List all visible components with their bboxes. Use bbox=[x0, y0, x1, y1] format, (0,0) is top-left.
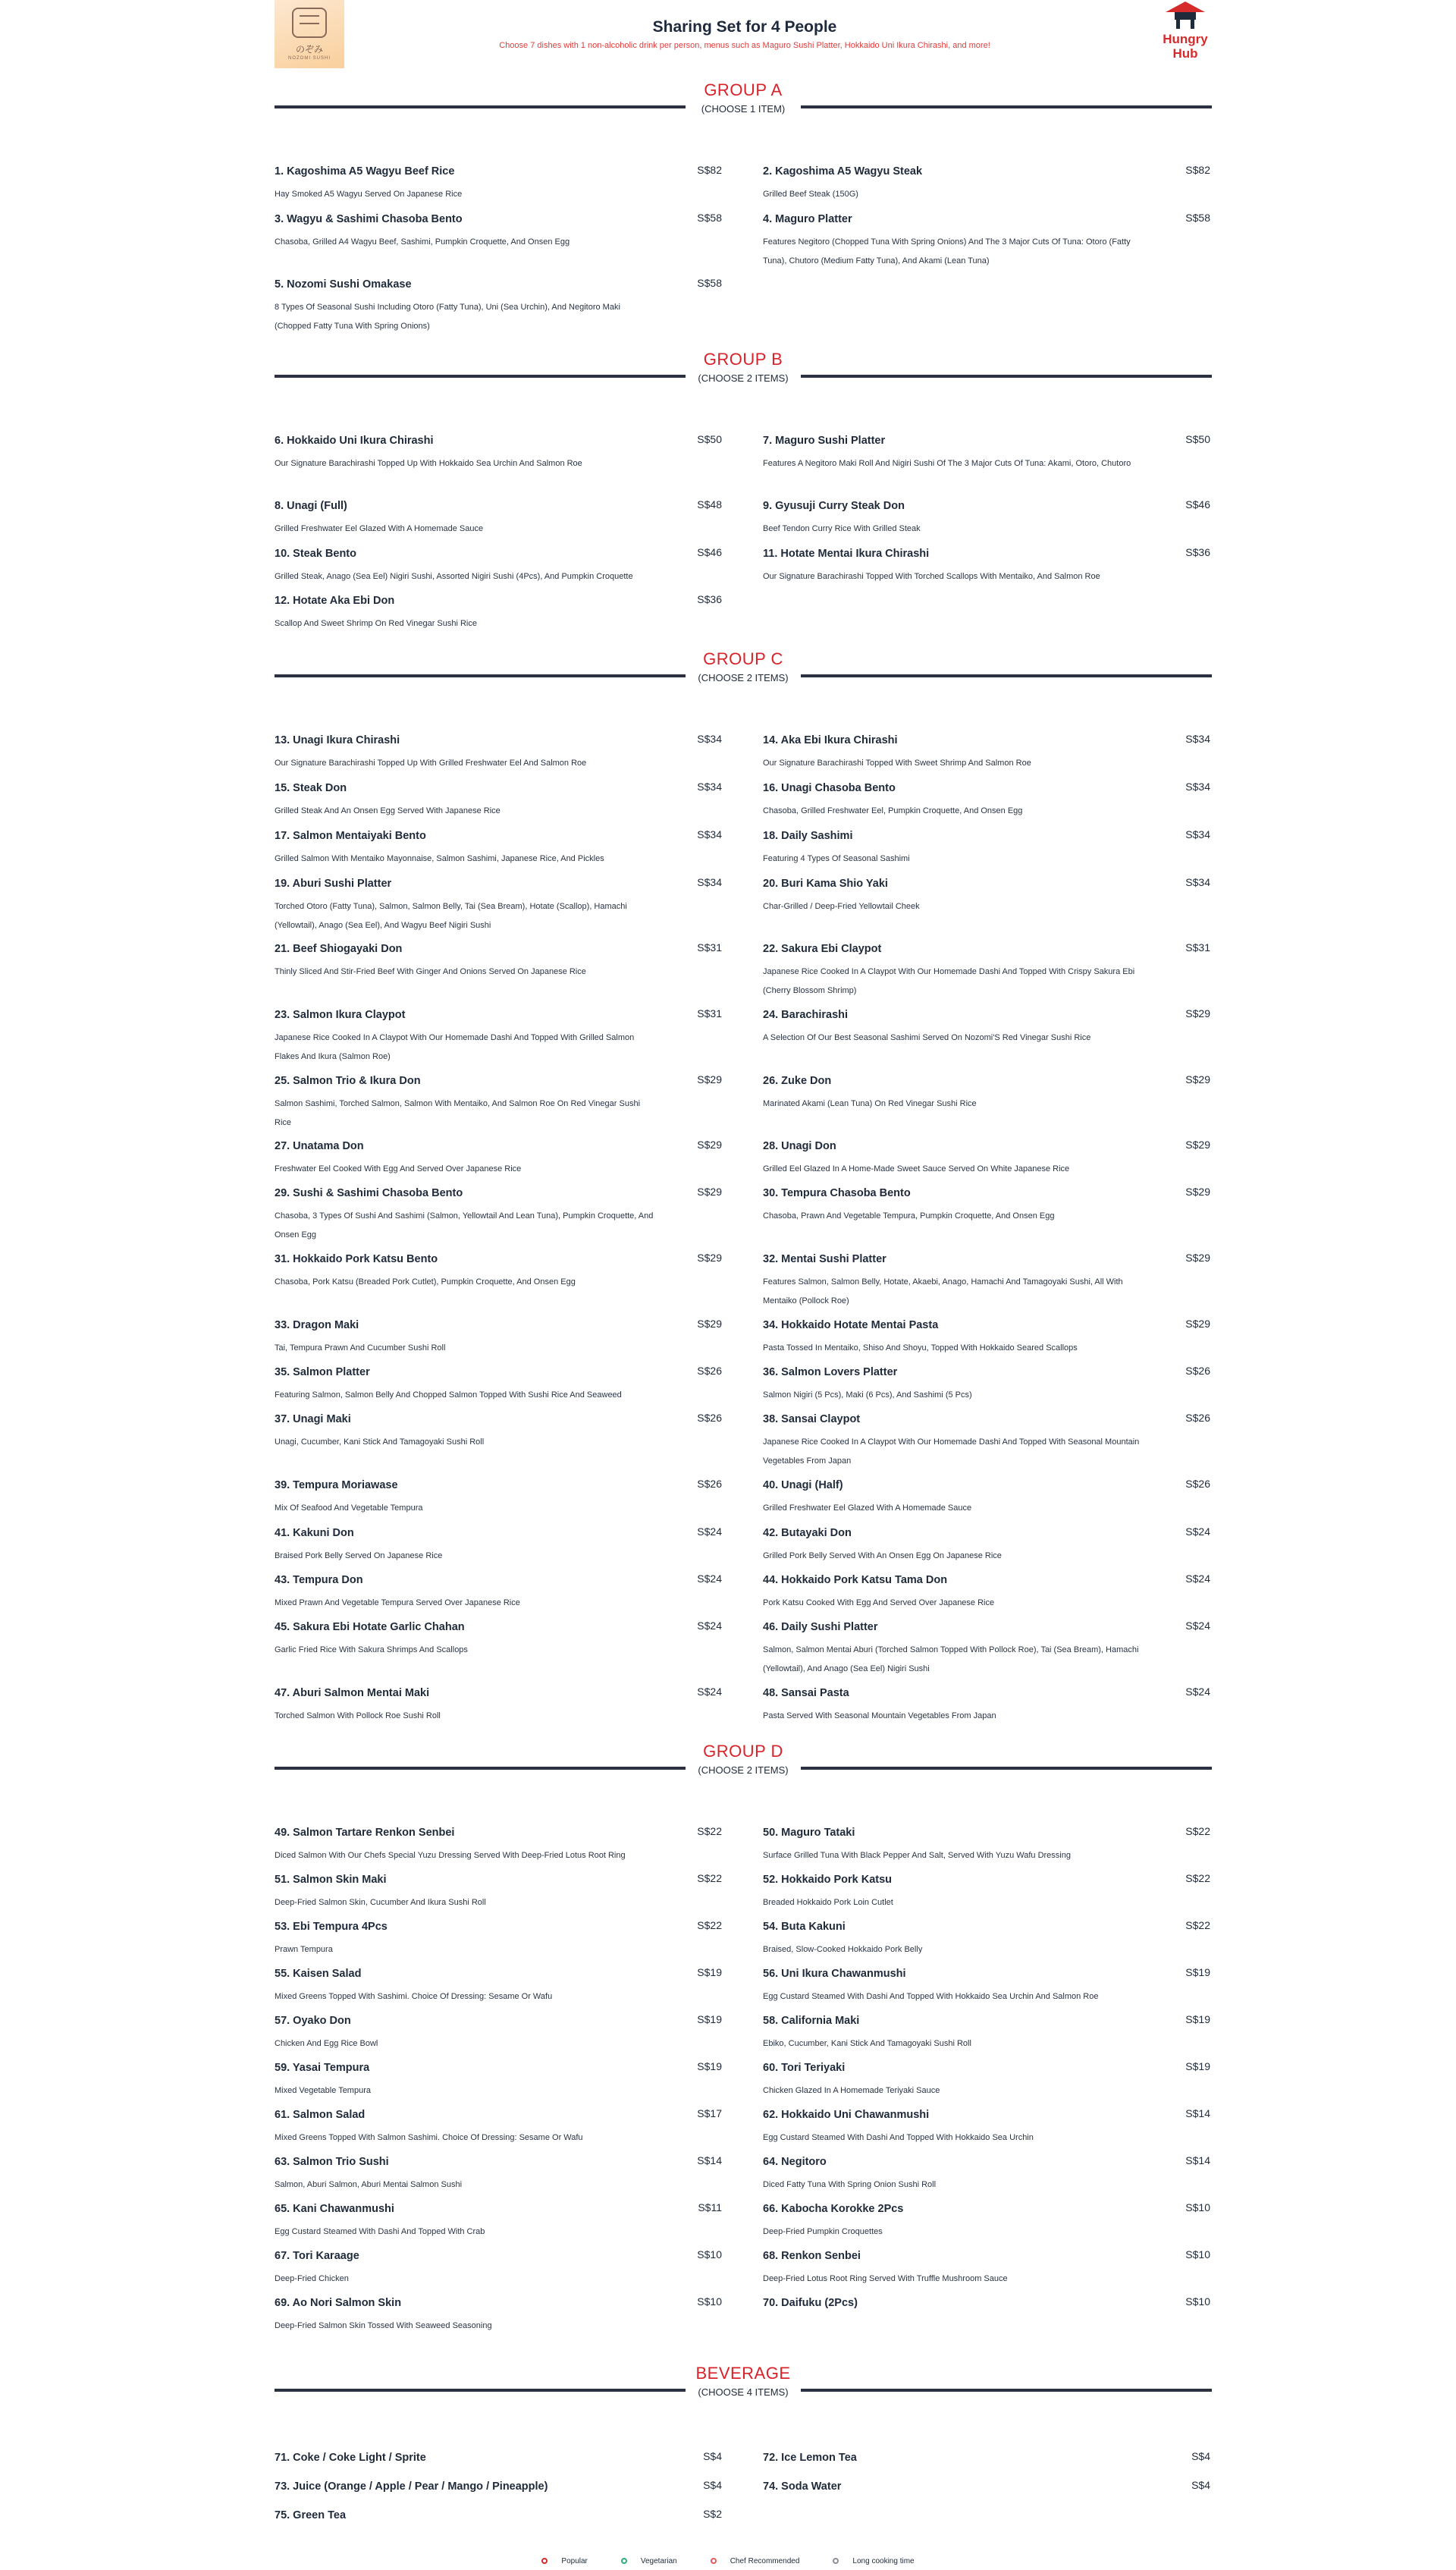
item-description: Salmon, Aburi Salmon, Aburi Mentai Salmon Sushi bbox=[275, 2180, 463, 2189]
item-price: S$29 bbox=[1185, 1007, 1210, 1020]
item-price: S$10 bbox=[1185, 2295, 1210, 2308]
item-price: S$19 bbox=[1185, 2060, 1210, 2072]
item-price: S$2 bbox=[703, 2508, 722, 2520]
item-price: S$10 bbox=[697, 2248, 722, 2261]
item-price: S$29 bbox=[1185, 1139, 1210, 1151]
item-description: Deep-Fried Salmon Skin Tossed With Seaweed Seasoning bbox=[275, 2321, 492, 2330]
item-price: S$82 bbox=[1185, 164, 1210, 176]
item-price: S$31 bbox=[697, 1007, 722, 1020]
item-price: S$34 bbox=[697, 876, 722, 888]
item-price: S$26 bbox=[1185, 1412, 1210, 1424]
item-name: 53. Ebi Tempura 4Pcs bbox=[275, 1921, 388, 1933]
item-price: S$34 bbox=[1185, 781, 1210, 793]
legend-popular: Popular bbox=[541, 2557, 587, 2565]
item-description: Pasta Served With Seasonal Mountain Vegetables From Japan bbox=[763, 1711, 996, 1720]
item-price: S$48 bbox=[697, 498, 722, 511]
item-description: Features Negitoro (Chopped Tuna With Spring Onions) And The 3 Major Cuts Of Tuna: Otoro (Fatty Tuna), Chutoro (Medium Fatty Tuna), And Akami (Lean Tuna) bbox=[763, 237, 1131, 265]
item-description: 8 Types Of Seasonal Sushi Including Otoro (Fatty Tuna), Uni (Sea Urchin), And Negitoro Maki (Chopped Fatty Tuna With Spring Onions) bbox=[275, 303, 620, 331]
item-name: 35. Salmon Platter bbox=[275, 1366, 370, 1378]
item-name: 14. Aka Ebi Ikura Chirashi bbox=[763, 734, 898, 746]
item-description: Freshwater Eel Cooked With Egg And Served Over Japanese Rice bbox=[275, 1164, 522, 1173]
group-a-header bbox=[275, 80, 1212, 126]
item-price: S$19 bbox=[697, 2013, 722, 2025]
item-price: S$58 bbox=[697, 277, 722, 289]
item-price: S$34 bbox=[697, 733, 722, 745]
legend-chef: Chef Recommended bbox=[711, 2557, 800, 2565]
item-name: 46. Daily Sushi Platter bbox=[763, 1621, 878, 1633]
item-price: S$4 bbox=[703, 2450, 722, 2462]
item-name: 23. Salmon Ikura Claypot bbox=[275, 1009, 406, 1021]
item-name: 15. Steak Don bbox=[275, 782, 347, 794]
item-price: S$26 bbox=[1185, 1478, 1210, 1490]
item-description: Surface Grilled Tuna With Black Pepper And Salt, Served With Yuzu Wafu Dressing bbox=[763, 1851, 1071, 1860]
item-price: S$58 bbox=[697, 212, 722, 224]
item-name: 31. Hokkaido Pork Katsu Bento bbox=[275, 1253, 438, 1265]
item-name: 70. Daifuku (2Pcs) bbox=[763, 2297, 858, 2309]
item-name: 16. Unagi Chasoba Bento bbox=[763, 782, 896, 794]
item-name: 18. Daily Sashimi bbox=[763, 830, 853, 842]
item-description: Chasoba, Prawn And Vegetable Tempura, Pumpkin Croquette, And Onsen Egg bbox=[763, 1211, 1055, 1221]
item-name: 11. Hotate Mentai Ikura Chirashi bbox=[763, 548, 930, 560]
item-description: Diced Fatty Tuna With Spring Onion Sushi Roll bbox=[763, 2180, 937, 2189]
group-choose-label: (CHOOSE 2 ITEMS) bbox=[698, 372, 789, 384]
item-price: S$24 bbox=[697, 1620, 722, 1632]
item-price: S$10 bbox=[1185, 2201, 1210, 2213]
item-description: Char-Grilled / Deep-Fried Yellowtail Cheek bbox=[763, 902, 920, 911]
item-name: 7. Maguro Sushi Platter bbox=[763, 435, 886, 447]
item-description: Our Signature Barachirashi Topped With Sweet Shrimp And Salmon Roe bbox=[763, 759, 1031, 768]
item-name: 58. California Maki bbox=[763, 2015, 860, 2027]
item-name: 54. Buta Kakuni bbox=[763, 1921, 846, 1933]
item-price: S$26 bbox=[697, 1478, 722, 1490]
item-price: S$29 bbox=[1185, 1252, 1210, 1264]
item-description: Grilled Freshwater Eel Glazed With A Homemade Sauce bbox=[763, 1503, 972, 1513]
item-description: Braised, Slow-Cooked Hokkaido Pork Belly bbox=[763, 1945, 923, 1954]
item-description: Chicken And Egg Rice Bowl bbox=[275, 2039, 378, 2048]
item-price: S$50 bbox=[697, 433, 722, 445]
group-choose-label: (CHOOSE 2 ITEMS) bbox=[698, 672, 789, 683]
item-name: 29. Sushi & Sashimi Chasoba Bento bbox=[275, 1187, 463, 1199]
item-description: Braised Pork Belly Served On Japanese Rice bbox=[275, 1551, 443, 1560]
item-price: S$46 bbox=[1185, 498, 1210, 511]
item-name: 75. Green Tea bbox=[275, 2509, 347, 2521]
item-price: S$26 bbox=[697, 1365, 722, 1377]
item-name: 47. Aburi Salmon Mentai Maki bbox=[275, 1687, 430, 1699]
item-name: 63. Salmon Trio Sushi bbox=[275, 2156, 389, 2168]
item-price: S$19 bbox=[697, 2060, 722, 2072]
item-name: 9. Gyusuji Curry Steak Don bbox=[763, 500, 905, 512]
item-name: 36. Salmon Lovers Platter bbox=[763, 1366, 898, 1378]
item-name: 50. Maguro Tataki bbox=[763, 1827, 855, 1839]
item-name: 6. Hokkaido Uni Ikura Chirashi bbox=[275, 435, 434, 447]
item-name: 27. Unatama Don bbox=[275, 1140, 364, 1152]
item-name: 74. Soda Water bbox=[763, 2480, 842, 2493]
item-description: Tai, Tempura Prawn And Cucumber Sushi Roll bbox=[275, 1343, 446, 1353]
item-description: Marinated Akami (Lean Tuna) On Red Vinegar Sushi Rice bbox=[763, 1099, 977, 1108]
item-name: 51. Salmon Skin Maki bbox=[275, 1874, 387, 1886]
item-description: Grilled Freshwater Eel Glazed With A Homemade Sauce bbox=[275, 524, 484, 533]
item-description: Deep-Fried Salmon Skin, Cucumber And Ikura Sushi Roll bbox=[275, 1898, 486, 1907]
item-description: A Selection Of Our Best Seasonal Sashimi Served On Nozomi'S Red Vinegar Sushi Rice bbox=[763, 1033, 1091, 1042]
item-price: S$36 bbox=[697, 593, 722, 605]
item-description: Deep-Fried Pumpkin Croquettes bbox=[763, 2227, 883, 2236]
item-name: 4. Maguro Platter bbox=[763, 213, 852, 225]
item-price: S$26 bbox=[1185, 1365, 1210, 1377]
item-name: 3. Wagyu & Sashimi Chasoba Bento bbox=[275, 213, 463, 225]
item-name: 67. Tori Karaage bbox=[275, 2250, 359, 2262]
item-price: S$82 bbox=[697, 164, 722, 176]
item-name: 60. Tori Teriyaki bbox=[763, 2062, 846, 2074]
item-name: 49. Salmon Tartare Renkon Senbei bbox=[275, 1827, 455, 1839]
item-price: S$22 bbox=[697, 1872, 722, 1884]
item-name: 34. Hokkaido Hotate Mentai Pasta bbox=[763, 1319, 939, 1331]
item-description: Egg Custard Steamed With Dashi And Topped With Crab bbox=[275, 2227, 485, 2236]
item-name: 48. Sansai Pasta bbox=[763, 1687, 849, 1699]
item-price: S$29 bbox=[1185, 1318, 1210, 1330]
item-name: 39. Tempura Moriawase bbox=[275, 1479, 398, 1491]
item-description: Scallop And Sweet Shrimp On Red Vinegar Sushi Rice bbox=[275, 619, 477, 628]
item-description: Our Signature Barachirashi Topped Up With Grilled Freshwater Eel And Salmon Roe bbox=[275, 759, 587, 768]
item-description: Breaded Hokkaido Pork Loin Cutlet bbox=[763, 1898, 893, 1907]
item-price: S$31 bbox=[1185, 941, 1210, 954]
legend-vegetarian: Vegetarian bbox=[621, 2557, 677, 2565]
item-name: 71. Coke / Coke Light / Sprite bbox=[275, 2452, 426, 2464]
item-price: S$34 bbox=[1185, 828, 1210, 840]
item-name: 20. Buri Kama Shio Yaki bbox=[763, 878, 888, 890]
item-price: S$4 bbox=[1191, 2450, 1210, 2462]
item-description: Grilled Beef Steak (150G) bbox=[763, 190, 858, 199]
group-title: GROUP D bbox=[703, 1742, 783, 1761]
group-choose-label: (CHOOSE 1 ITEM) bbox=[701, 103, 786, 115]
item-price: S$58 bbox=[1185, 212, 1210, 224]
group-title: GROUP A bbox=[704, 80, 783, 99]
item-name: 33. Dragon Maki bbox=[275, 1319, 359, 1331]
brand-line-1: Hungry bbox=[1163, 32, 1208, 46]
item-price: S$24 bbox=[1185, 1686, 1210, 1698]
item-description: Chicken Glazed In A Homemade Teriyaki Sauce bbox=[763, 2086, 940, 2095]
item-description: Mix Of Seafood And Vegetable Tempura bbox=[275, 1503, 423, 1513]
item-price: S$24 bbox=[1185, 1525, 1210, 1538]
item-price: S$22 bbox=[1185, 1919, 1210, 1931]
item-description: Chasoba, Grilled A4 Wagyu Beef, Sashimi, Pumpkin Croquette, And Onsen Egg bbox=[275, 237, 570, 247]
item-price: S$24 bbox=[697, 1686, 722, 1698]
popular-icon bbox=[541, 2558, 548, 2564]
item-name: 55. Kaisen Salad bbox=[275, 1968, 362, 1980]
item-description: Salmon, Salmon Mentai Aburi (Torched Salmon Topped With Pollock Roe), Tai (Sea Bream), Hamachi (Yellowtail), And Anago (Sea Eel) Nigiri Sushi bbox=[763, 1645, 1139, 1673]
item-description: Grilled Steak And An Onsen Egg Served With Japanese Rice bbox=[275, 806, 500, 815]
item-description: Garlic Fried Rice With Sakura Shrimps And Scallops bbox=[275, 1645, 468, 1654]
group-choose-label: (CHOOSE 4 ITEMS) bbox=[698, 2386, 789, 2398]
item-price: S$26 bbox=[697, 1412, 722, 1424]
item-name: 26. Zuke Don bbox=[763, 1075, 832, 1087]
group-d-header bbox=[275, 1742, 1212, 1787]
item-price: S$29 bbox=[697, 1318, 722, 1330]
item-name: 10. Steak Bento bbox=[275, 548, 356, 560]
item-price: S$24 bbox=[697, 1525, 722, 1538]
item-description: Chasoba, Grilled Freshwater Eel, Pumpkin Croquette, And Onsen Egg bbox=[763, 806, 1023, 815]
item-description: Egg Custard Steamed With Dashi And Topped With Hokkaido Sea Urchin bbox=[763, 2133, 1034, 2142]
item-name: 65. Kani Chawanmushi bbox=[275, 2203, 394, 2215]
item-name: 40. Unagi (Half) bbox=[763, 1479, 843, 1491]
item-description: Prawn Tempura bbox=[275, 1945, 333, 1954]
item-name: 69. Ao Nori Salmon Skin bbox=[275, 2297, 402, 2309]
item-name: 19. Aburi Sushi Platter bbox=[275, 878, 392, 890]
item-name: 32. Mentai Sushi Platter bbox=[763, 1253, 886, 1265]
item-price: S$19 bbox=[1185, 1966, 1210, 1978]
item-name: 13. Unagi Ikura Chirashi bbox=[275, 734, 400, 746]
item-price: S$17 bbox=[697, 2107, 722, 2119]
item-description: Deep-Fried Chicken bbox=[275, 2274, 349, 2283]
item-name: 73. Juice (Orange / Apple / Pear / Mango / Pineapple) bbox=[275, 2480, 548, 2493]
group-c-header bbox=[275, 649, 1212, 695]
item-name: 5. Nozomi Sushi Omakase bbox=[275, 278, 412, 291]
item-description: Grilled Eel Glazed In A Home-Made Sweet Sauce Served On White Japanese Rice bbox=[763, 1164, 1070, 1173]
item-price: S$34 bbox=[1185, 876, 1210, 888]
item-price: S$22 bbox=[697, 1919, 722, 1931]
item-description: Torched Otoro (Fatty Tuna), Salmon, Salmon Belly, Tai (Sea Bream), Hotate (Scallop), Hamachi (Yellowtail), Anago (Sea Eel), And Wagyu Beef Nigiri Sushi bbox=[275, 902, 627, 930]
item-price: S$10 bbox=[1185, 2248, 1210, 2261]
item-price: S$19 bbox=[697, 1966, 722, 1978]
item-name: 17. Salmon Mentaiyaki Bento bbox=[275, 830, 426, 842]
item-price: S$29 bbox=[697, 1139, 722, 1151]
item-description: Thinly Sliced And Stir-Fried Beef With Ginger And Onions Served On Japanese Rice bbox=[275, 967, 586, 976]
item-description: Features A Negitoro Maki Roll And Nigiri Sushi Of The 3 Major Cuts Of Tuna: Akami, Otoro, Chutoro bbox=[763, 459, 1131, 468]
item-description: Beef Tendon Curry Rice With Grilled Steak bbox=[763, 524, 921, 533]
item-price: S$34 bbox=[697, 781, 722, 793]
item-name: 61. Salmon Salad bbox=[275, 2109, 366, 2121]
item-price: S$34 bbox=[697, 828, 722, 840]
group-title: BEVERAGE bbox=[695, 2364, 791, 2383]
item-name: 21. Beef Shiogayaki Don bbox=[275, 943, 403, 955]
item-name: 68. Renkon Senbei bbox=[763, 2250, 861, 2262]
menu-header bbox=[275, 0, 1215, 68]
item-name: 41. Kakuni Don bbox=[275, 1527, 354, 1539]
item-price: S$22 bbox=[1185, 1872, 1210, 1884]
group-choose-label: (CHOOSE 2 ITEMS) bbox=[698, 1764, 789, 1776]
item-name: 28. Unagi Don bbox=[763, 1140, 836, 1152]
item-description: Grilled Pork Belly Served With An Onsen Egg On Japanese Rice bbox=[763, 1551, 1002, 1560]
restaurant-logo-jp: のぞみ bbox=[295, 44, 323, 55]
item-description: Egg Custard Steamed With Dashi And Topped With Hokkaido Sea Urchin And Salmon Roe bbox=[763, 1992, 1099, 2001]
item-name: 30. Tempura Chasoba Bento bbox=[763, 1187, 911, 1199]
item-price: S$11 bbox=[698, 2201, 722, 2213]
item-description: Torched Salmon With Pollock Roe Sushi Roll bbox=[275, 1711, 441, 1720]
item-price: S$19 bbox=[1185, 2013, 1210, 2025]
item-price: S$14 bbox=[1185, 2107, 1210, 2119]
legend-long-cooking: Long cooking time bbox=[833, 2557, 914, 2565]
item-price: S$24 bbox=[1185, 1572, 1210, 1585]
item-description: Our Signature Barachirashi Topped With Torched Scallops With Mentaiko, And Salmon Roe bbox=[763, 572, 1100, 581]
item-description: Hay Smoked A5 Wagyu Served On Japanese Rice bbox=[275, 190, 463, 199]
item-name: 43. Tempura Don bbox=[275, 1574, 363, 1586]
item-description: Pasta Tossed In Mentaiko, Shiso And Shoyu, Topped With Hokkaido Seared Scallops bbox=[763, 1343, 1078, 1353]
item-price: S$29 bbox=[1185, 1073, 1210, 1085]
item-description: Pork Katsu Cooked With Egg And Served Over Japanese Rice bbox=[763, 1598, 995, 1607]
item-price: S$4 bbox=[1191, 2479, 1210, 2491]
item-description: Featuring Salmon, Salmon Belly And Chopped Salmon Topped With Sushi Rice And Seaweed bbox=[275, 1390, 622, 1400]
item-description: Featuring 4 Types Of Seasonal Sashimi bbox=[763, 854, 910, 863]
item-name: 37. Unagi Maki bbox=[275, 1413, 351, 1425]
item-price: S$50 bbox=[1185, 433, 1210, 445]
group-title: GROUP C bbox=[703, 649, 783, 668]
item-description: Chasoba, 3 Types Of Sushi And Sashimi (Salmon, Yellowtail And Lean Tuna), Pumpkin Croquette, And Onsen Egg bbox=[275, 1211, 654, 1239]
item-price: S$24 bbox=[697, 1572, 722, 1585]
item-description: Diced Salmon With Our Chefs Special Yuzu Dressing Served With Deep-Fried Lotus Root Ring bbox=[275, 1851, 626, 1860]
page-title: Sharing Set for 4 People bbox=[652, 18, 837, 36]
item-name: 22. Sakura Ebi Claypot bbox=[763, 943, 882, 955]
item-description: Chasoba, Pork Katsu (Breaded Pork Cutlet), Pumpkin Croquette, And Onsen Egg bbox=[275, 1277, 576, 1287]
item-name: 45. Sakura Ebi Hotate Garlic Chahan bbox=[275, 1621, 465, 1633]
item-description: Our Signature Barachirashi Topped Up With Hokkaido Sea Urchin And Salmon Roe bbox=[275, 459, 582, 468]
item-price: S$10 bbox=[697, 2295, 722, 2308]
item-price: S$29 bbox=[697, 1252, 722, 1264]
beverage-header bbox=[275, 2364, 1212, 2409]
item-price: S$46 bbox=[697, 546, 722, 558]
item-price: S$34 bbox=[1185, 733, 1210, 745]
item-description: Mixed Greens Topped With Sashimi. Choice Of Dressing: Sesame Or Wafu bbox=[275, 1992, 553, 2001]
item-price: S$36 bbox=[1185, 546, 1210, 558]
item-description: Deep-Fried Lotus Root Ring Served With Truffle Mushroom Sauce bbox=[763, 2274, 1008, 2283]
item-description: Unagi, Cucumber, Kani Stick And Tamagoyaki Sushi Roll bbox=[275, 1437, 485, 1447]
item-name: 66. Kabocha Korokke 2Pcs bbox=[763, 2203, 904, 2215]
item-price: S$22 bbox=[1185, 1825, 1210, 1837]
item-price: S$4 bbox=[703, 2479, 722, 2491]
item-description: Mixed Greens Topped With Salmon Sashimi. Choice Of Dressing: Sesame Or Wafu bbox=[275, 2133, 583, 2142]
item-description: Ebiko, Cucumber, Kani Stick And Tamagoyaki Sushi Roll bbox=[763, 2039, 971, 2048]
chef-recommended-icon bbox=[711, 2558, 717, 2564]
item-name: 57. Oyako Don bbox=[275, 2015, 351, 2027]
item-name: 72. Ice Lemon Tea bbox=[763, 2452, 857, 2464]
item-price: S$14 bbox=[697, 2154, 722, 2166]
group-b-header bbox=[275, 350, 1212, 395]
group-title: GROUP B bbox=[703, 350, 783, 369]
hungry-hub-icon bbox=[1166, 2, 1205, 29]
brand-line-2: Hub bbox=[1172, 46, 1198, 61]
item-description: Japanese Rice Cooked In A Claypot With Our Homemade Dashi And Topped With Grilled Salmon Flakes And Ikura (Salmon Roe) bbox=[275, 1033, 635, 1061]
item-name: 59. Yasai Tempura bbox=[275, 2062, 370, 2074]
item-name: 62. Hokkaido Uni Chawanmushi bbox=[763, 2109, 930, 2121]
legend bbox=[0, 2557, 1456, 2565]
item-description: Salmon Nigiri (5 Pcs), Maki (6 Pcs), And Sashimi (5 Pcs) bbox=[763, 1390, 972, 1400]
item-name: 44. Hokkaido Pork Katsu Tama Don bbox=[763, 1574, 948, 1586]
item-name: 8. Unagi (Full) bbox=[275, 500, 347, 512]
item-name: 38. Sansai Claypot bbox=[763, 1413, 861, 1425]
item-description: Japanese Rice Cooked In A Claypot With Our Homemade Dashi And Topped With Seasonal Mountain Vegetables From Japan bbox=[763, 1437, 1140, 1466]
item-description: Japanese Rice Cooked In A Claypot With Our Homemade Dashi And Topped With Crispy Sakura Ebi (Cherry Blossom Shrimp) bbox=[763, 967, 1135, 995]
item-price: S$22 bbox=[697, 1825, 722, 1837]
item-name: 12. Hotate Aka Ebi Don bbox=[275, 595, 395, 607]
item-description: Salmon Sashimi, Torched Salmon, Salmon With Mentaiko, And Salmon Roe On Red Vinegar Sushi Rice bbox=[275, 1099, 641, 1127]
item-price: S$29 bbox=[1185, 1186, 1210, 1198]
item-price: S$29 bbox=[697, 1186, 722, 1198]
item-description: Grilled Steak, Anago (Sea Eel) Nigiri Sushi, Assorted Nigiri Sushi (4Pcs), And Pumpkin Croquette bbox=[275, 572, 633, 581]
item-name: 1. Kagoshima A5 Wagyu Beef Rice bbox=[275, 165, 455, 178]
item-description: Grilled Salmon With Mentaiko Mayonnaise, Salmon Sashimi, Japanese Rice, And Pickles bbox=[275, 854, 604, 863]
item-description: Features Salmon, Salmon Belly, Hotate, Akaebi, Anago, Hamachi And Tamagoyaki Sushi, All With Mentaiko (Pollock Roe) bbox=[763, 1277, 1123, 1305]
item-price: S$24 bbox=[1185, 1620, 1210, 1632]
clock-icon bbox=[833, 2558, 839, 2564]
item-name: 42. Butayaki Don bbox=[763, 1527, 852, 1539]
item-name: 52. Hokkaido Pork Katsu bbox=[763, 1874, 893, 1886]
item-description: Mixed Prawn And Vegetable Tempura Served Over Japanese Rice bbox=[275, 1598, 520, 1607]
page-subtitle: Choose 7 dishes with 1 non-alcoholic drink per person, menus such as Maguro Sushi Platter, Hokkaido Uni Ikura Chirashi, and more! bbox=[499, 41, 990, 50]
item-name: 24. Barachirashi bbox=[763, 1009, 849, 1021]
item-name: 25. Salmon Trio & Ikura Don bbox=[275, 1075, 421, 1087]
restaurant-logo-en: NOZOMI SUSHI bbox=[287, 56, 331, 61]
item-name: 2. Kagoshima A5 Wagyu Steak bbox=[763, 165, 923, 178]
item-price: S$29 bbox=[697, 1073, 722, 1085]
item-price: S$31 bbox=[697, 941, 722, 954]
vegetarian-icon bbox=[621, 2558, 627, 2564]
item-name: 64. Negitoro bbox=[763, 2156, 827, 2168]
item-price: S$14 bbox=[1185, 2154, 1210, 2166]
hungry-hub-logo bbox=[1156, 0, 1215, 68]
item-name: 56. Uni Ikura Chawanmushi bbox=[763, 1968, 906, 1980]
item-description: Mixed Vegetable Tempura bbox=[275, 2086, 371, 2095]
